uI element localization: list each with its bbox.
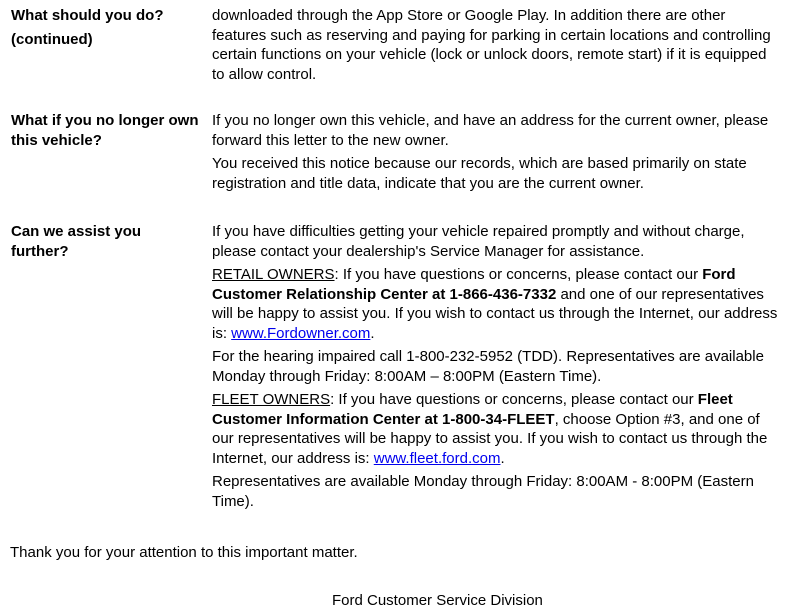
retail-owners-paragraph bbox=[212, 265, 782, 343]
question-heading: What if you no longer own this vehicle? bbox=[11, 112, 199, 149]
hearing-impaired-paragraph: For the hearing impaired call 1-800-232-5952 (TDD). Representatives are available Monday through Friday: 8:00AM – 8:00PM (Eastern Time). bbox=[212, 348, 764, 385]
answer-block bbox=[212, 6, 782, 88]
answer-block bbox=[212, 111, 782, 197]
retail-owners-label: RETAIL OWNERS bbox=[212, 266, 335, 283]
fleet-text: : If you have questions or concerns, please contact our bbox=[330, 391, 698, 408]
retail-center-phone: Ford Customer Relationship Center at 1-866-436-7332 bbox=[212, 266, 736, 303]
signature: Ford Customer Service Division bbox=[332, 592, 543, 609]
answer-block bbox=[212, 222, 782, 515]
fleet-ford-link[interactable]: www.fleet.ford.com bbox=[373, 449, 501, 467]
retail-text: and one of our representatives will be happy to assist you. If you wish to contact us through the Internet, our address is: bbox=[212, 285, 778, 342]
fleet-owners-label: FLEET OWNERS bbox=[212, 391, 331, 408]
period: . bbox=[370, 324, 375, 342]
question-line: (continued) bbox=[11, 30, 93, 48]
answer-paragraph: downloaded through the App Store or Google Play. In addition there are other features such as reserving and paying for parking in certain locations and controlling certain functions on your vehicle (lock or unlock doors, remote start) if it is equipped to allow control. bbox=[212, 7, 771, 83]
retail-text: : If you have questions or concerns, please contact our bbox=[334, 266, 703, 283]
fleet-text: , choose Option #3, and one of our representatives will be happy to assist you. If you wish to contact us through the Internet, our address is: bbox=[212, 410, 768, 467]
answer-paragraph: If you no longer own this vehicle, and have an address for the current owner, please forward this letter to the new owner. bbox=[212, 112, 769, 149]
answer-paragraph: You received this notice because our records, which are based primarily on state registration and title data, indicate that you are the current owner. bbox=[212, 155, 747, 192]
answer-paragraph: If you have difficulties getting your vehicle repaired promptly and without charge, please contact your dealership's Service Manager for assistance. bbox=[212, 223, 745, 260]
closing-line: Thank you for your attention to this important matter. bbox=[10, 544, 358, 561]
fleet-owners-paragraph bbox=[212, 390, 782, 468]
question-heading: Can we assist you further? bbox=[11, 223, 142, 260]
fleet-center-phone: Fleet Customer Information Center at 1-800-34-FLEET bbox=[212, 391, 733, 428]
fleet-hours-paragraph: Representatives are available Monday through Friday: 8:00AM - 8:00PM (Eastern Time). bbox=[212, 473, 754, 510]
question-line: What should you do? bbox=[11, 7, 164, 24]
fordowner-link[interactable]: www.Fordowner.com bbox=[231, 324, 371, 342]
question-heading bbox=[11, 6, 201, 49]
period: . bbox=[500, 449, 505, 467]
